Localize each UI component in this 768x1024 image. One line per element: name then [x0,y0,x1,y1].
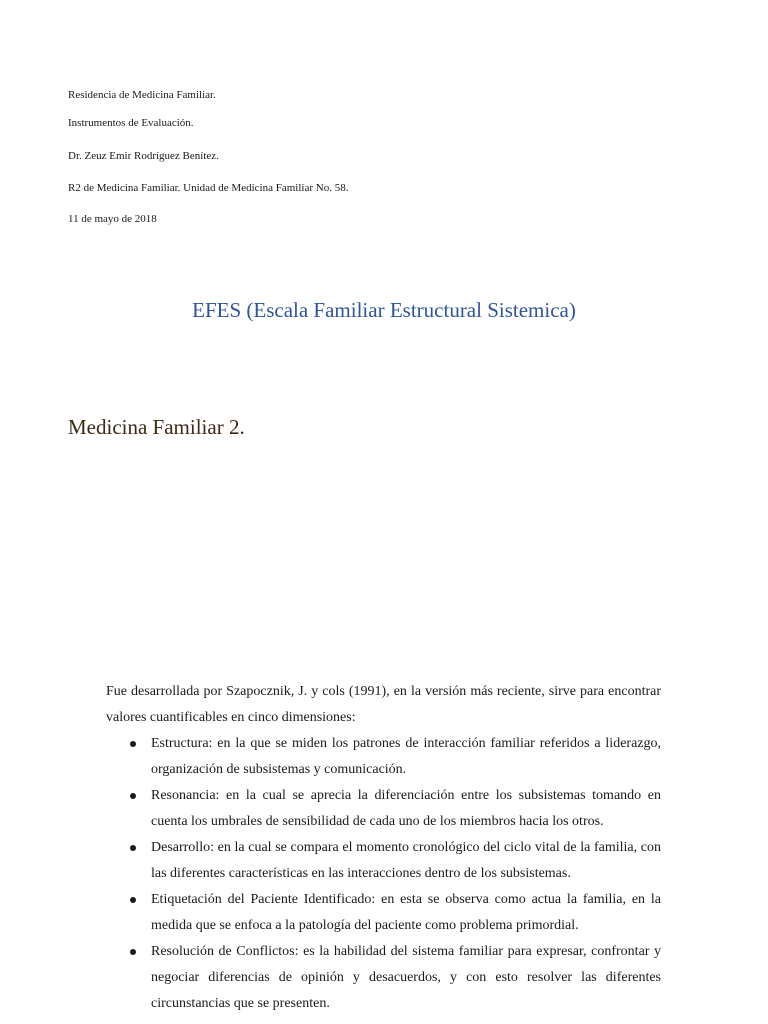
list-item [106,939,661,1017]
bullet-icon [130,897,136,903]
list-item [106,731,661,783]
list-item-text: Resonancia: en la cual se aprecia la diferenciación entre los subsistemas tomando en cuenta los umbrales de sensibilidad de cada uno de los miembros hacia los otros. [151,788,661,829]
body-text-block [106,679,661,1017]
intro-paragraph: Fue desarrollada por Szapocznik, J. y cols (1991), en la versión más reciente, sirve para encontrar valores cuantificables en cinco dimensiones: [106,684,661,725]
list-item-text: Desarrollo: en la cual se compara el momento cronológico del ciclo vital de la familia, con las diferentes características en las interacciones dentro de los subsistemas. [151,840,661,881]
list-item [106,887,661,939]
list-item-text: Resolución de Conflictos: es la habilidad del sistema familiar para expresar, confrontar y negociar diferencias de opinión y desacuerdos, y con esto resolver las diferentes circunstancias que se presenten. [151,944,661,1011]
bullet-icon [130,949,136,955]
list-item-text: Estructura: en la que se miden los patrones de interacción familiar referidos a liderazgo, organización de subsistemas y comunicación. [151,736,661,777]
list-item-text: Etiquetación del Paciente Identificado: en esta se observa como actua la familia, en la medida que se enfoca a la patología del paciente como problema primordial. [151,892,661,933]
header-line-date: 11 de mayo de 2018 [68,213,157,225]
dimensions-list [106,731,661,1017]
list-item [106,783,661,835]
document-subtitle: Medicina Familiar 2. [68,415,245,439]
bullet-icon [130,741,136,747]
list-item [106,835,661,887]
header-line-author: Dr. Zeuz Emir Rodríguez Benítez. [68,150,219,162]
bullet-icon [130,845,136,851]
document-title: EFES (Escala Familiar Estructural Sistemica) [192,298,576,322]
header-line-course: Instrumentos de Evaluación. [68,117,194,129]
bullet-icon [130,793,136,799]
header-line-residency: Residencia de Medicina Familiar. [68,89,216,101]
header-line-unit: R2 de Medicina Familiar. Unidad de Medicina Familiar No. 58. [68,182,349,194]
